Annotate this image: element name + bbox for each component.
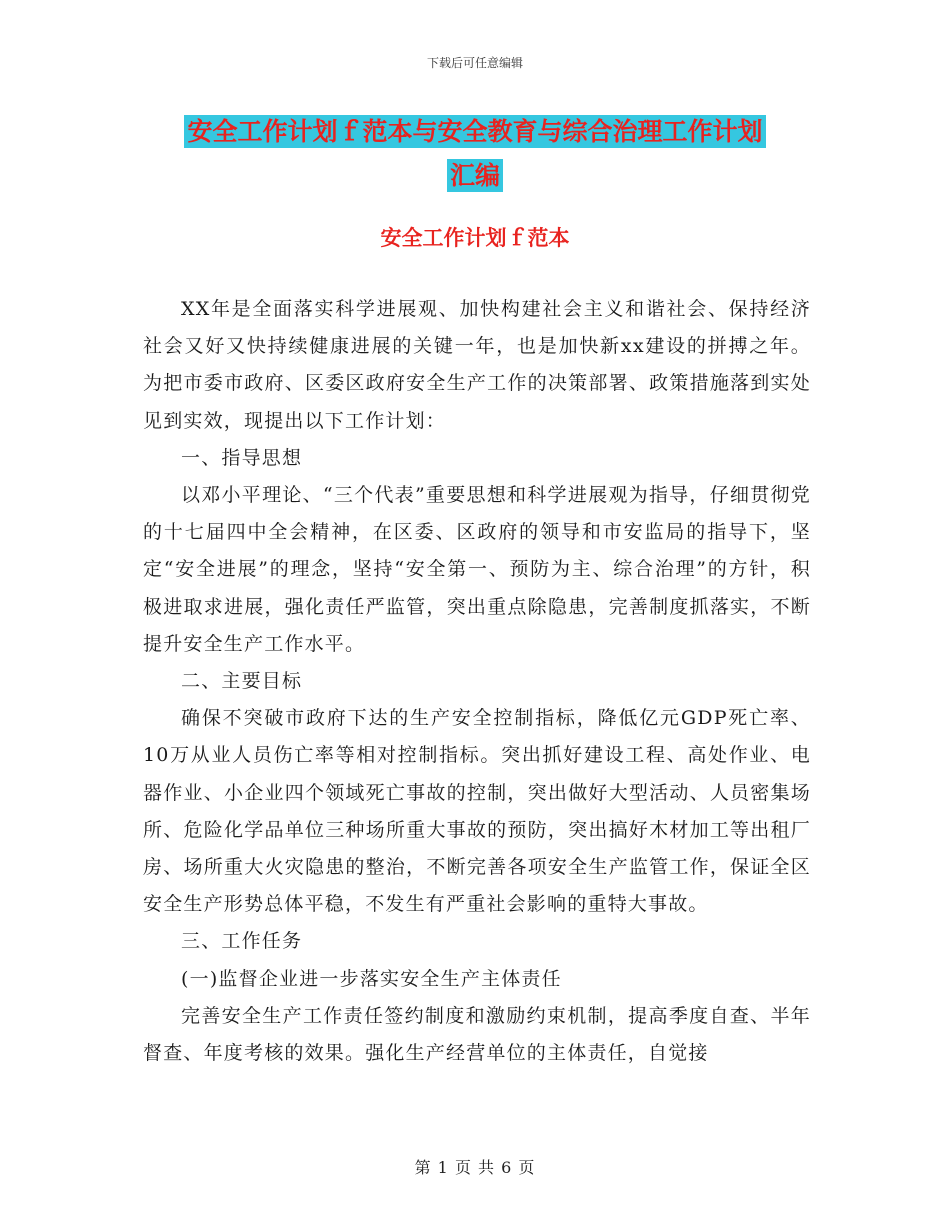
document-body <box>143 291 811 1072</box>
document-title-line-2: 汇编 <box>447 159 503 192</box>
paragraph-main-goals: 确保不突破市政府下达的生产安全控制指标，降低亿元GDP死亡率、10万从业人员伤亡率等相对控制指标。突出抓好建设工程、高处作业、电器作业、小企业四个领域死亡事故的控制，突出做好大型活动、人员密集场所、危险化学品单位三种场所重大事故的预防，突出搞好木材加工等出租厂房、场所重大火灾隐患的整治，不断完善各项安全生产监管工作，保证全区安全生产形势总体平稳，不发生有严重社会影响的重特大事故。 <box>143 707 811 916</box>
paragraph-task-1: 完善安全生产工作责任签约制度和激励约束机制，提高季度自查、半年督查、年度考核的效果。强化生产经营单位的主体责任，自觉接 <box>143 1004 811 1065</box>
section-title: 安全工作计划ｆ范本 <box>380 225 570 250</box>
paragraph-guiding-ideology: 以邓小平理论、“三个代表”重要思想和科学进展观为指导，仔细贯彻党的十七届四中全会精神，在区委、区政府的领导和市安监局的指导下，坚定“安全进展”的理念，坚持“安全第一、预防为主、综合治理”的方针，积极进取求进展，强化责任严监管，突出重点除隐患，完善制度抓落实，不断提升安全生产工作水平。 <box>143 484 811 655</box>
paragraph-intro: XX年是全面落实科学进展观、加快构建社会主义和谐社会、保持经济社会又好又快持续健康进展的关键一年，也是加快新xx建设的拼搏之年。为把市委市政府、区委区政府安全生产工作的决策部署、政策措施落到实处见到实效，现提出以下工作计划： <box>143 298 811 432</box>
page-number: 第 1 页 共 6 页 <box>414 1158 536 1177</box>
document-title <box>0 110 950 198</box>
page-header-note: 下载后可任意编辑 <box>426 56 523 70</box>
heading-guiding-ideology: 一、指导思想 <box>181 446 303 469</box>
document-title-line-1: 安全工作计划ｆ范本与安全教育与综合治理工作计划 <box>184 115 765 148</box>
heading-work-tasks: 三、工作任务 <box>181 930 303 953</box>
subheading-task-1: (一)监督企业进一步落实安全生产主体责任 <box>181 967 562 990</box>
heading-main-goals: 二、主要目标 <box>181 670 303 693</box>
